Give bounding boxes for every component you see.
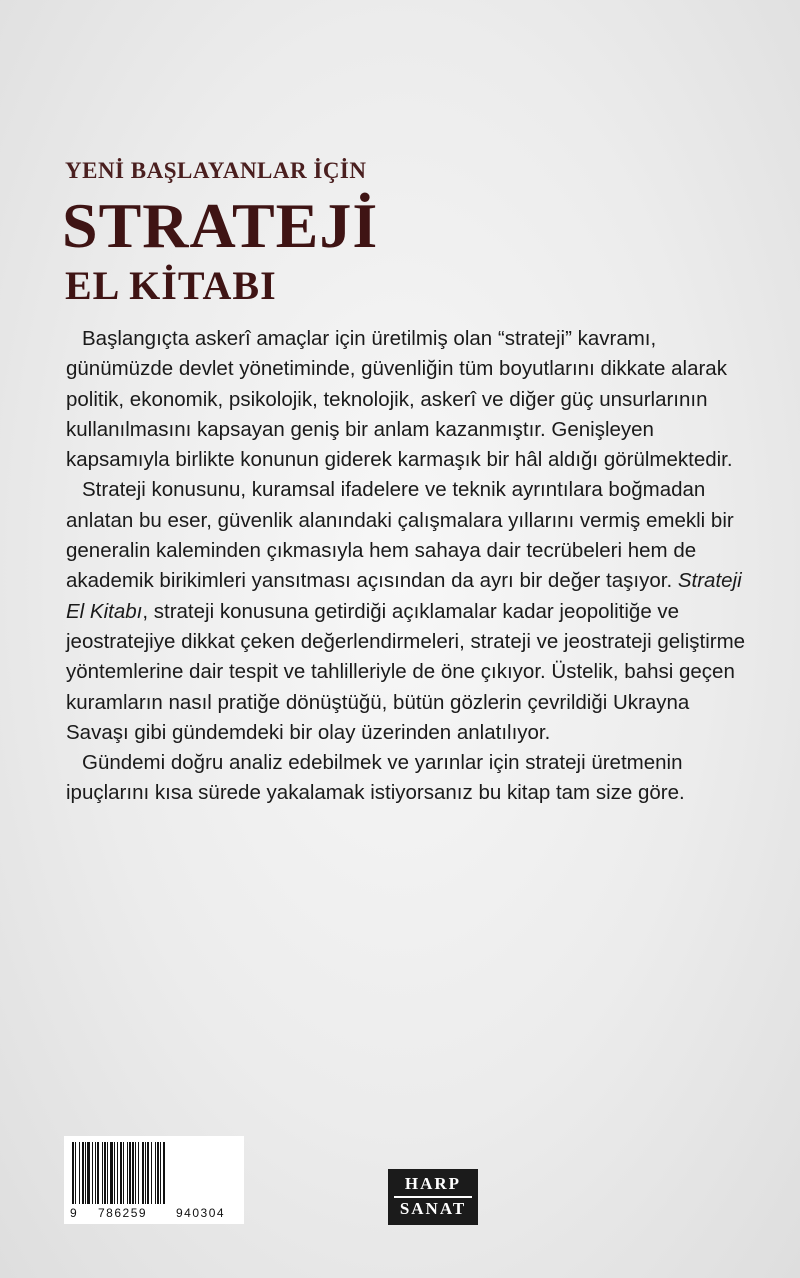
barcode-bar <box>79 1142 80 1204</box>
barcode-bar <box>102 1142 103 1204</box>
blurb-text <box>66 324 756 809</box>
barcode-bar <box>138 1142 139 1204</box>
barcode-bar <box>75 1142 76 1204</box>
publisher-logo-line1: HARP <box>404 1174 462 1193</box>
barcode-bar <box>107 1142 108 1204</box>
barcode-bar <box>163 1142 165 1204</box>
isbn-group-left: 786259 <box>98 1206 148 1220</box>
barcode-bar <box>95 1142 96 1204</box>
barcode-bar <box>145 1142 146 1204</box>
barcode-bar <box>87 1142 90 1204</box>
barcode-bar <box>155 1142 156 1204</box>
barcode-bar <box>127 1142 128 1204</box>
blurb-p2-after: , strateji konusuna getirdiği açıklamalar kadar jeopolitiğe ve jeostratejiye dikkat çeken değerlendirmeleri, strateji ve jeostrateji geliştirme yöntemlerine dair tespit ve tahlilleriyle de öne çıkıyor. Üstelik, bahsi geçen kuramların nasıl pratiğe dönüştüğü, bütün gözlerin çevrildiği Ukrayna Savaşı gibi gündemdeki bir olay üzerinden anlatılıyor. <box>66 599 746 744</box>
barcode-bar <box>120 1142 122 1204</box>
publisher-logo-divider <box>394 1196 472 1198</box>
barcode-bar <box>123 1142 124 1204</box>
barcode-bar <box>135 1142 136 1204</box>
barcode-bar <box>72 1142 74 1204</box>
barcode-bar <box>97 1142 99 1204</box>
publisher-logo-line2: SANAT <box>399 1199 467 1218</box>
isbn-lead-digit: 9 <box>70 1206 77 1220</box>
blurb-p2-before: Strateji konusunu, kuramsal ifadelere ve teknik ayrıntılara boğmadan anlatan bu eser, güvenlik alanındaki çalışmalara yıllarını vermiş emekli bir generalin kaleminden çıkmasıyla hem sahaya dair tecrübeleri hem de akademik birikimleri yansıtması açısından da ayrı bir değer taşıyor. <box>66 478 734 593</box>
barcode-bar <box>129 1142 131 1204</box>
blurb-paragraph-3: Gündemi doğru analiz edebilmek ve yarınlar için strateji üretmenin ipuçlarını kısa sürede yakalamak istiyorsanız bu kitap tam size göre. <box>66 751 685 805</box>
cover-subtitle: YENİ BAŞLAYANLAR İÇİN <box>65 158 367 183</box>
barcode-bar <box>142 1142 144 1204</box>
cover-title-sub: EL KİTABI <box>65 263 277 308</box>
blurb-paragraph-1: Başlangıçta askerî amaçlar için üretilmiş olan “strateji” kavramı, günümüzde devlet yönetiminde, güvenliğin tüm boyutlarını dikkate alarak politik, ekonomik, psikolojik, teknolojik, askerî ve diğer güç unsurlarının kullanılmasını kapsayan geniş bir anlam kazanmıştır. Genişleyen kapsamıyla birlikte konunun giderek karmaşık bir hâl aldığı görülmektedir. <box>66 327 733 472</box>
cover-title: STRATEJİ <box>62 190 379 261</box>
book-title-italic: Strateji El Kitabı <box>66 569 742 623</box>
blurb-paragraph-2 <box>66 475 756 748</box>
barcode-bar <box>114 1142 115 1204</box>
barcode-bar <box>110 1142 113 1204</box>
barcode-bar <box>117 1142 118 1204</box>
barcode-bar <box>157 1142 159 1204</box>
barcode-bar <box>132 1142 134 1204</box>
barcode-bar <box>85 1142 86 1204</box>
isbn-barcode <box>64 1136 244 1224</box>
barcode-bar <box>151 1142 152 1204</box>
barcode-bar <box>160 1142 161 1204</box>
publisher-logo <box>388 1169 478 1225</box>
barcode-bar <box>82 1142 84 1204</box>
barcode-bar <box>147 1142 149 1204</box>
barcode-bar <box>104 1142 106 1204</box>
barcode-bar <box>92 1142 93 1204</box>
isbn-group-right: 940304 <box>176 1206 226 1220</box>
